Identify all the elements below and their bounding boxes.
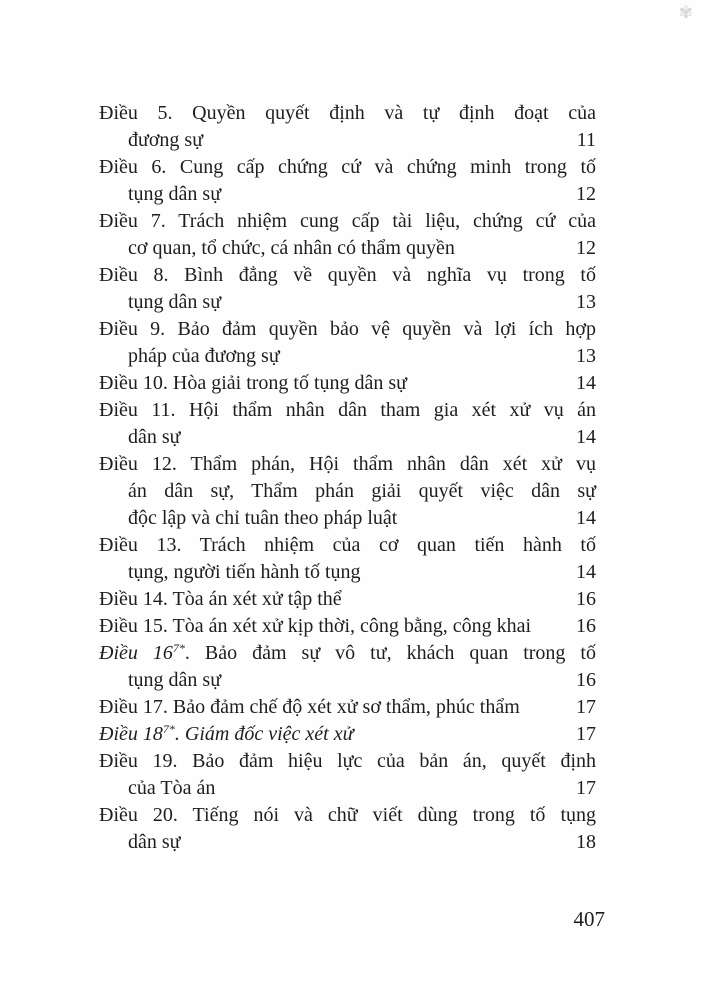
toc-entry-title-line: Điều 20. Tiếng nói và chữ viết dùng trong tố tụng [99, 804, 596, 826]
toc-entry-last-line [99, 235, 596, 262]
toc-page-number: 17 [576, 777, 596, 799]
toc-entry-dieu-20 [99, 802, 596, 856]
toc-entry-dieu-11 [99, 397, 596, 451]
toc-page-number: 17 [576, 696, 596, 718]
toc-entry-title: Điều 17. Bảo đảm chế độ xét xử sơ thẩm, phúc thẩm [99, 696, 520, 718]
toc-entry-dieu-19 [99, 748, 596, 802]
toc-page-number: 14 [576, 426, 596, 448]
toc-page-number: 16 [576, 615, 596, 637]
table-of-contents [99, 100, 596, 856]
toc-entry-dieu-7 [99, 208, 596, 262]
toc-entry-title: Điều 10. Hòa giải trong tố tụng dân sự [99, 372, 408, 394]
toc-page-number: 14 [576, 507, 596, 529]
toc-entry-continuation: tụng dân sự [128, 669, 222, 691]
toc-entry-title: Điều 14. Tòa án xét xử tập thể [99, 588, 342, 610]
toc-entry-title-line: Điều 13. Trách nhiệm của cơ quan tiến hành tố [99, 534, 596, 556]
toc-entry-last-line [99, 289, 596, 316]
footnote-superscript: 7* [162, 722, 175, 736]
toc-entry-dieu-16 [99, 640, 596, 694]
toc-page-number: 13 [576, 345, 596, 367]
toc-entry-title-italic: . Giám đốc việc xét xử [174, 723, 354, 745]
toc-entry-continuation-line: án dân sự, Thẩm phán giải quyết việc dân sự [128, 480, 596, 502]
toc-entry-title-line: Điều 8. Bình đẳng về quyền và nghĩa vụ trong tố [99, 264, 596, 286]
toc-entry-last-line [99, 370, 596, 397]
toc-entry-continuation: tụng dân sự [128, 291, 222, 313]
toc-entry-dieu-12 [99, 451, 596, 532]
toc-entry-continuation: tụng, người tiến hành tố tụng [128, 561, 361, 583]
toc-entry-continuation: độc lập và chỉ tuân theo pháp luật [128, 507, 398, 529]
toc-entry-continuation: pháp của đương sự [128, 345, 280, 367]
toc-entry-dieu-9 [99, 316, 596, 370]
page-number-footer: 407 [573, 907, 605, 931]
toc-page-number: 16 [576, 588, 596, 610]
toc-page-number: 14 [576, 372, 596, 394]
toc-entry-title: . Bảo đảm sự vô tư, khách quan trong tố [184, 642, 596, 664]
toc-page-number: 18 [576, 831, 596, 853]
toc-entry-last-line [99, 613, 596, 640]
toc-entry-title-line: Điều 19. Bảo đảm hiệu lực của bản án, quyết định [99, 750, 596, 772]
toc-entry-dieu-14 [99, 586, 596, 613]
toc-entry-dieu-18 [99, 721, 596, 748]
toc-page-number: 12 [576, 183, 596, 205]
toc-page-number: 12 [576, 237, 596, 259]
toc-entry-title-line: Điều 11. Hội thẩm nhân dân tham gia xét xử vụ án [99, 399, 596, 421]
toc-entry-dieu-17 [99, 694, 596, 721]
toc-entry-title-line [99, 640, 596, 667]
toc-entry-dieu-13 [99, 532, 596, 586]
toc-entry-last-line [99, 181, 596, 208]
toc-entry-dieu-15 [99, 613, 596, 640]
toc-page-number: 16 [576, 669, 596, 691]
toc-entry-last-line [99, 829, 596, 856]
toc-entry-article-label: Điều 18 [99, 723, 163, 745]
toc-entry-last-line [99, 343, 596, 370]
toc-page-number: 13 [576, 291, 596, 313]
toc-page-number: 17 [576, 723, 596, 745]
toc-page-number: 11 [576, 129, 596, 151]
toc-entry-title: Điều 15. Tòa án xét xử kịp thời, công bằng, công khai [99, 615, 532, 637]
toc-entry-last-line [99, 559, 596, 586]
toc-entry-last-line [99, 775, 596, 802]
toc-entry-last-line [99, 667, 596, 694]
toc-entry-title-line: Điều 12. Thẩm phán, Hội thẩm nhân dân xét xử vụ [99, 453, 596, 475]
toc-entry-continuation: đương sự [128, 129, 204, 151]
toc-page-number: 14 [576, 561, 596, 583]
toc-entry-title [99, 721, 354, 748]
toc-entry-last-line [99, 127, 596, 154]
toc-entry-last-line [99, 721, 596, 748]
toc-entry-last-line [99, 586, 596, 613]
toc-entry-continuation: của Tòa án [128, 777, 216, 799]
toc-entry-dieu-10 [99, 370, 596, 397]
toc-entry-title-line: Điều 5. Quyền quyết định và tự định đoạt của [99, 102, 596, 124]
toc-entry-continuation: tụng dân sự [128, 183, 222, 205]
toc-entry-dieu-6 [99, 154, 596, 208]
toc-entry-title-line: Điều 7. Trách nhiệm cung cấp tài liệu, chứng cứ của [99, 210, 596, 232]
toc-entry-continuation: dân sự [128, 426, 181, 448]
toc-entry-dieu-8 [99, 262, 596, 316]
toc-entry-continuation: cơ quan, tổ chức, cá nhân có thẩm quyền [128, 237, 455, 259]
toc-entry-dieu-5 [99, 100, 596, 154]
toc-entry-title-line: Điều 9. Bảo đảm quyền bảo vệ quyền và lợi ích hợp [99, 318, 596, 340]
toc-entry-last-line [99, 505, 596, 532]
flower-ornament-icon: ✾ [678, 3, 693, 23]
toc-entry-continuation: dân sự [128, 831, 181, 853]
toc-entry-last-line [99, 694, 596, 721]
toc-entry-last-line [99, 424, 596, 451]
toc-entry-title-line: Điều 6. Cung cấp chứng cứ và chứng minh trong tố [99, 156, 596, 178]
footnote-superscript: 7* [172, 641, 185, 655]
toc-entry-article-label: Điều 16 [99, 642, 173, 664]
